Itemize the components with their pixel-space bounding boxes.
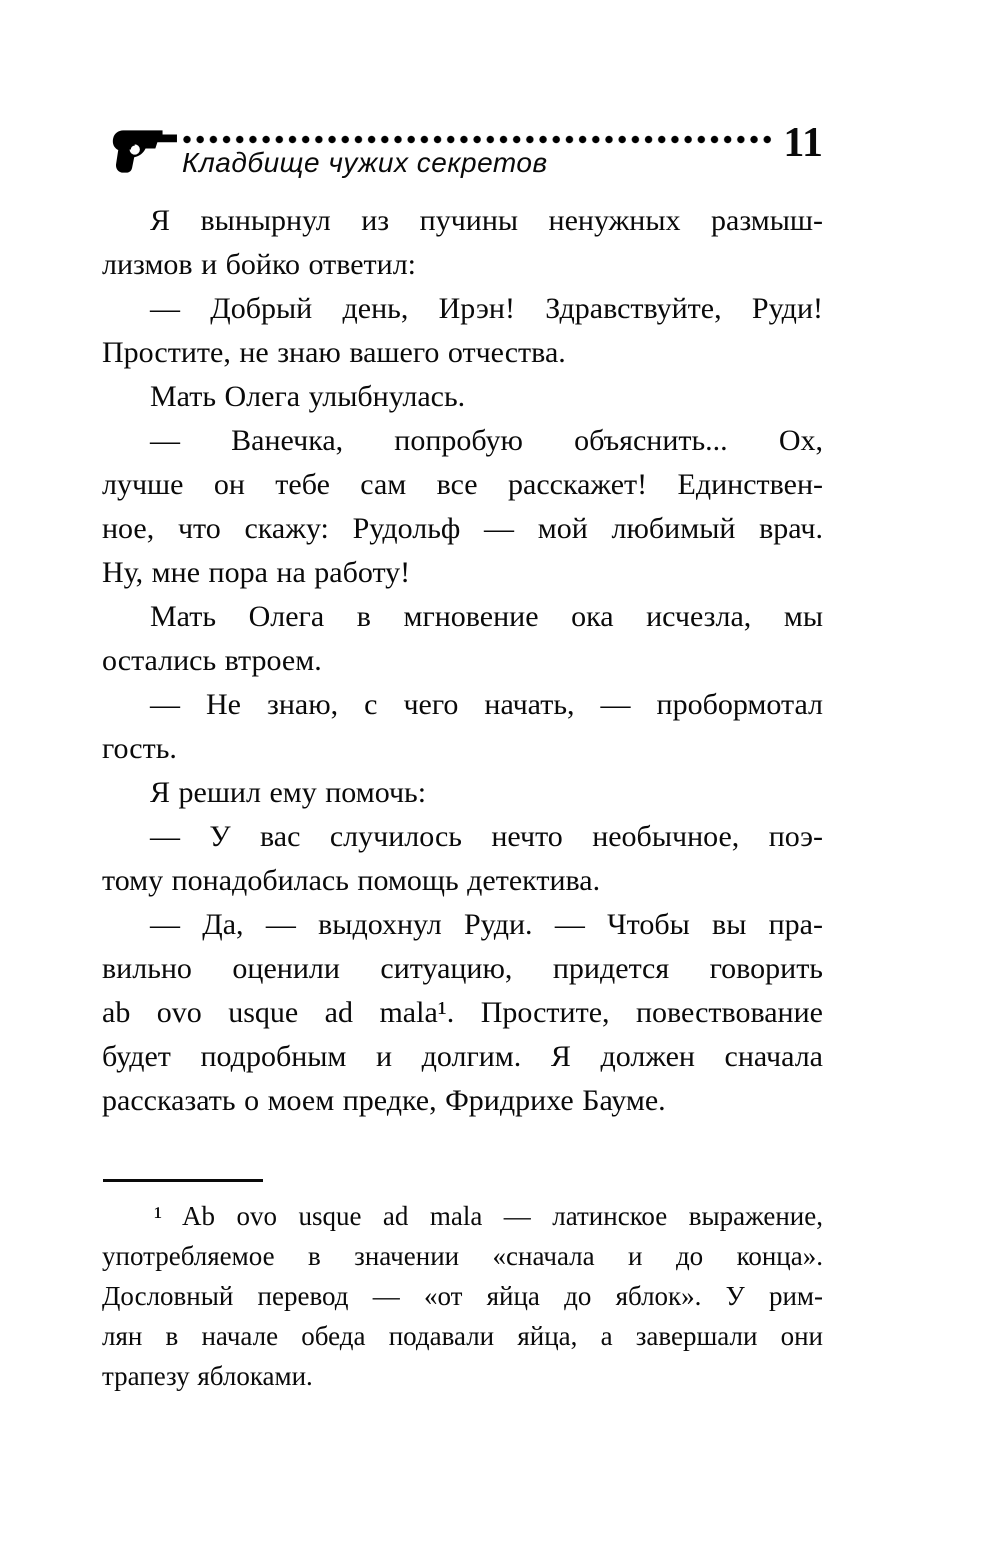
text-line: остались втроем. — [102, 644, 322, 677]
text-line: Мать Олега улыбнулась. — [150, 380, 466, 413]
text-line: Я решил ему помочь: — [150, 776, 427, 809]
text-line: Простите, не знаю вашего отчества. — [102, 336, 566, 369]
dotted-rule — [182, 134, 774, 145]
text-line: ное, что скажу: Рудольф — мой любимый врач. — [102, 512, 823, 545]
text-line: лизмов и бойко ответил: — [102, 248, 417, 281]
text-line: Мать Олега в мгновение ока исчезла, мы — [150, 600, 823, 633]
paragraph — [102, 771, 823, 815]
paragraph — [102, 287, 823, 375]
text-line: вильно оценили ситуацию, придется говорить — [102, 952, 823, 985]
paragraph — [102, 199, 823, 287]
text-line: — Ванечка, попробую объяснить... Ох, — [150, 424, 823, 457]
text-line: — Не знаю, с чего начать, — пробормотал — [150, 688, 823, 721]
footnote-separator — [103, 1179, 263, 1182]
text-line: — Да, — выдохнул Руди. — Чтобы вы пра- — [150, 908, 823, 941]
text-line: — У вас случилось нечто необычное, поэ- — [150, 820, 823, 853]
text-line: рассказать о моем предке, Фридрихе Бауме. — [102, 1084, 666, 1117]
revolver-icon — [110, 126, 178, 174]
text-line: — Добрый день, Ирэн! Здравствуйте, Руди! — [150, 292, 823, 325]
text-line: ab ovo usque ad mala¹. Простите, повествование — [102, 996, 823, 1029]
text-line: употребляемое в значении «сначала и до конца». — [102, 1241, 823, 1271]
text-line: трапезу яблоками. — [102, 1361, 313, 1391]
paragraph — [102, 683, 823, 771]
footnote — [102, 1196, 823, 1396]
text-line: будет подробным и долгим. Я должен сначала — [102, 1040, 823, 1073]
text-line: лучше он тебе сам все расскажет! Единствен- — [102, 468, 823, 501]
text-line: гость. — [102, 732, 177, 765]
text-line: Дословный перевод — «от яйца до яблок». У рим- — [102, 1281, 823, 1311]
text-line: лян в начале обеда подавали яйца, а завершали они — [102, 1321, 823, 1351]
page-number: 11 — [783, 120, 823, 166]
paragraph — [102, 595, 823, 683]
paragraph — [102, 815, 823, 903]
text-line: ¹ Ab ovo usque ad mala — латинское выражение, — [154, 1201, 823, 1231]
page-header — [102, 120, 823, 190]
text-line: Ну, мне пора на работу! — [102, 556, 411, 589]
paragraph — [102, 419, 823, 595]
paragraph — [102, 375, 823, 419]
text-line: Я вынырнул из пучины ненужных размыш- — [150, 204, 823, 237]
paragraph — [102, 903, 823, 1123]
text-line: тому понадобилась помощь детектива. — [102, 864, 601, 897]
body-text — [102, 199, 823, 1123]
running-title: Кладбище чужих секретов — [182, 147, 548, 178]
